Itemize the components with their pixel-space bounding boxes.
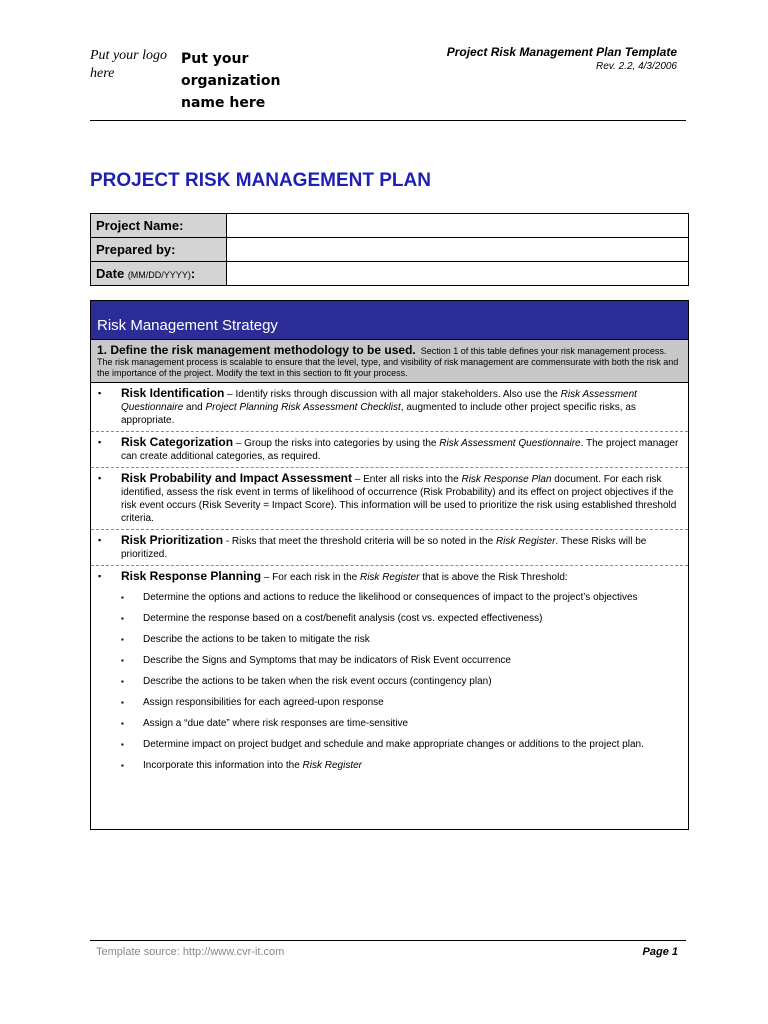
list-item-text: Describe the actions to be taken to mitigate the risk <box>143 634 370 645</box>
sub-bullet-icon: ▪ <box>121 740 124 749</box>
item-title: Risk Probability and Impact Assessment <box>121 471 352 485</box>
project-name-label: Project Name: <box>91 214 227 238</box>
prepared-by-label: Prepared by: <box>91 238 227 262</box>
item-reference: Risk Assessment Questionnaire <box>439 438 581 449</box>
logo-placeholder: Put your logo here <box>90 48 167 81</box>
list-item-text: Assign a “due date” where risk responses are time-sensitive <box>143 718 409 729</box>
bullet-icon: ▪ <box>98 535 102 545</box>
prepared-by-field[interactable] <box>227 238 689 262</box>
list-item-text: Incorporate this information into the <box>143 760 303 771</box>
item-title: Risk Identification <box>121 386 225 400</box>
item-text: - Risks that meet the threshold criteria will be so noted in the <box>223 536 496 547</box>
header-divider <box>90 120 686 121</box>
organization-name-placeholder: Put your organization name here <box>181 51 281 111</box>
item-reference: Project Planning Risk Assessment Checklist <box>205 402 401 413</box>
risk-categorization-item <box>91 432 688 468</box>
sub-bullet-icon: ▪ <box>121 614 124 623</box>
footer-divider <box>90 940 686 941</box>
list-item-text: Describe the Signs and Symptoms that may be indicators of Risk Event occurrence <box>143 655 511 666</box>
item-text: – Identify risks through discussion with all major stakeholders. Also use the <box>224 389 561 400</box>
strategy-title: Risk Management Strategy <box>91 301 688 339</box>
section-1-heading: 1. Define the risk management methodology to be used. <box>97 343 416 357</box>
item-title: Risk Categorization <box>121 435 234 449</box>
sub-bullet-icon: ▪ <box>121 698 124 707</box>
item-text: , augmented to include other project specific risks, as appropriate. <box>121 402 636 426</box>
list-item <box>121 612 682 625</box>
list-item <box>121 738 682 751</box>
item-text: and <box>183 402 206 413</box>
list-item <box>121 654 682 667</box>
footer-source: Template source: http://www.cvr-it.com <box>96 946 285 958</box>
bullet-icon: ▪ <box>98 473 102 483</box>
item-text: – For each risk in the <box>261 572 360 583</box>
page-number: Page 1 <box>642 946 678 958</box>
list-item <box>121 675 682 688</box>
sub-bullet-icon: ▪ <box>121 677 124 686</box>
list-item <box>121 633 682 646</box>
sub-bullet-icon: ▪ <box>121 761 124 770</box>
item-text: . These Risks will be prioritized. <box>121 536 647 560</box>
page-title: PROJECT RISK MANAGEMENT PLAN <box>90 170 431 191</box>
risk-probability-impact-item <box>91 468 688 530</box>
list-item-reference: Risk Register <box>302 760 362 771</box>
item-text: . The project manager can create additional categories, as required. <box>121 438 679 462</box>
item-reference: Risk Register <box>359 572 420 583</box>
item-text: – Group the risks into categories by using the <box>233 438 440 449</box>
item-reference: Risk Assessment Questionnaire <box>121 389 637 413</box>
bullet-icon: ▪ <box>98 388 102 398</box>
list-item <box>121 759 682 772</box>
section-1-header <box>91 339 688 383</box>
item-title: Risk Prioritization <box>121 533 224 547</box>
date-label-text: Date <box>96 266 125 281</box>
response-steps-list <box>121 591 682 772</box>
date-row <box>91 262 689 286</box>
date-format-hint: (MM/DD/YYYY) <box>127 270 191 280</box>
item-title: Risk Response Planning <box>121 569 262 583</box>
list-item-text: Determine the options and actions to reduce the likelihood or consequences of impact to the project’s objectives <box>143 592 638 603</box>
list-item <box>121 717 682 730</box>
list-item-text: Describe the actions to be taken when the risk event occurs (contingency plan) <box>143 676 492 687</box>
template-title: Project Risk Management Plan Template <box>446 45 677 59</box>
list-item-text: Determine the response based on a cost/benefit analysis (cost vs. expected effectiveness) <box>143 613 543 624</box>
risk-response-planning-item <box>91 566 688 784</box>
revision-info: Rev. 2.2, 4/3/2006 <box>596 61 677 72</box>
section-1-description: Section 1 of this table defines your risk management process. The risk management process is scalable to ensure that the level, type, and visibility of risk management are commensurate with both the risk and the importance of the project. Modify the text in this section to fit your process. <box>97 346 679 378</box>
list-item-text: Assign responsibilities for each agreed-upon response <box>143 697 384 708</box>
date-label <box>91 262 227 286</box>
list-item <box>121 696 682 709</box>
list-item-text: Determine impact on project budget and schedule and make appropriate changes or additions to the project plan. <box>143 739 644 750</box>
risk-management-strategy-table <box>90 300 689 830</box>
sub-bullet-icon: ▪ <box>121 656 124 665</box>
project-name-row <box>91 214 689 238</box>
date-field[interactable] <box>227 262 689 286</box>
bullet-icon: ▪ <box>98 571 102 581</box>
prepared-by-row <box>91 238 689 262</box>
list-item <box>121 591 682 604</box>
sub-bullet-icon: ▪ <box>121 593 124 602</box>
item-reference: Risk Response Plan <box>461 474 552 485</box>
item-text: that is above the Risk Threshold: <box>419 572 568 583</box>
item-text: document. For each risk identified, assess the risk event in terms of likelihood of occurrence (Risk Probability) and its effect on project objectives if the risk event occurs (Risk Severity = Impact Score). This information will be used to prioritize the risk using established threshold criteria. <box>121 474 677 524</box>
sub-bullet-icon: ▪ <box>121 719 124 728</box>
bullet-icon: ▪ <box>98 437 102 447</box>
item-text: – Enter all risks into the <box>351 474 462 485</box>
risk-prioritization-item <box>91 530 688 566</box>
project-info-table <box>90 213 689 286</box>
sub-bullet-icon: ▪ <box>121 635 124 644</box>
item-reference: Risk Register <box>495 536 556 547</box>
document-header <box>447 45 677 73</box>
project-name-field[interactable] <box>227 214 689 238</box>
date-label-colon: : <box>190 266 196 281</box>
risk-identification-item <box>91 383 688 432</box>
